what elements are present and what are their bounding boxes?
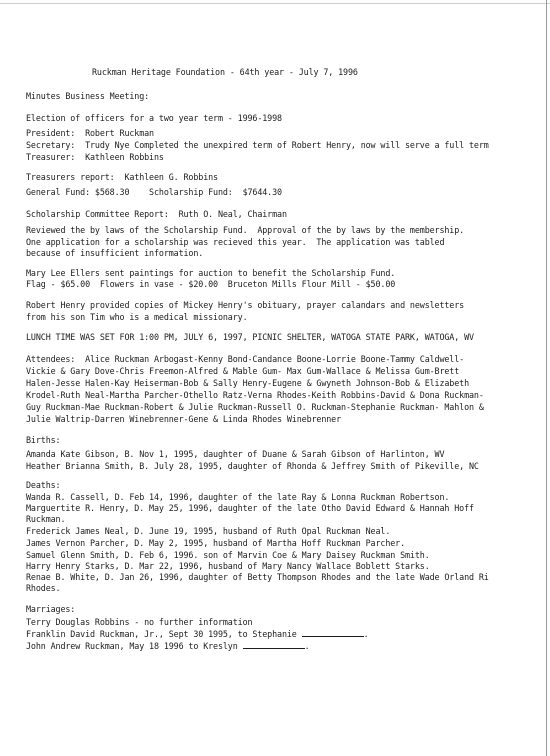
treasurer-line: Treasurer: Kathleen Robbins bbox=[26, 152, 164, 162]
births-heading: Births: bbox=[26, 435, 61, 445]
birth-line: Amanda Kate Gibson, B. Nov 1, 1995, daughter of Duane & Sarah Gibson of Harlinton, WV bbox=[26, 449, 445, 459]
document-title: Ruckman Heritage Foundation - 64th year - July 7, 1996 bbox=[92, 67, 358, 77]
blank-underline bbox=[243, 640, 305, 649]
funds-line: General Fund: $568.30 Scholarship Fund: $7644.30 bbox=[26, 187, 282, 197]
attendees-line: Krodel-Ruth Neal-Martha Parcher-Othello Ratz-Verna Rhodes-Keith Robbins-David & Dona Ruckman- bbox=[26, 390, 484, 400]
president-line: President: Robert Ruckman bbox=[26, 128, 154, 138]
death-line: Rhodes. bbox=[26, 583, 61, 593]
death-line: Renae B. White, D. Jan 26, 1996, daughter of Betty Thompson Rhodes and the late Wade Orland Ri bbox=[26, 572, 489, 582]
scholarship-text-line: One application for a scholarship was recieved this year. The application was tabled bbox=[26, 237, 445, 247]
treasurers-report-line: Treasurers report: Kathleen G. Robbins bbox=[26, 172, 218, 182]
attendees-line: Halen-Jesse Halen-Kay Heiserman-Bob & Sally Henry-Eugene & Gwyneth Johnson-Bob & Elizabeth bbox=[26, 378, 469, 388]
election-line: Election of officers for a two year term - 1996-1998 bbox=[26, 113, 282, 123]
death-line: James Vernon Parcher, D. May 2, 1995, husband of Martha Hoff Ruckman Parcher. bbox=[26, 538, 406, 548]
scholarship-text-line: because of insufficient information. bbox=[26, 248, 204, 258]
marriages-heading: Marriages: bbox=[26, 604, 76, 614]
death-line: Frederick James Neal, D. June 19, 1995, husband of Ruth Opal Ruckman Neal. bbox=[26, 526, 391, 536]
attendees-line: Julie Waltrip-Darren Winebrenner-Gene & Linda Rhodes Winebrenner bbox=[26, 414, 342, 424]
marriage-line: John Andrew Ruckman, May 18 1996 to Kreslyn . bbox=[26, 641, 310, 651]
marriage-text: Franklin David Ruckman, Jr., Sept 30 1995, to Stephanie bbox=[26, 629, 302, 639]
attendees-line: Guy Ruckman-Mae Ruckman-Robert & Julie Ruckman-Russell O. Ruckman-Stephanie Ruckman- Mahlon & bbox=[26, 402, 484, 412]
scholarship-report-line: Scholarship Committee Report: Ruth O. Neal, Chairman bbox=[26, 209, 287, 219]
paintings-line: Flag - $65.00 Flowers in vase - $20.00 Bruceton Mills Flour Mill - $50.00 bbox=[26, 279, 396, 289]
death-line: Harry Henry Starks, D. Mar 22, 1996, husband of Mary Nancy Wallace Boblett Starks. bbox=[26, 561, 430, 571]
death-line: Samuel Glenn Smith, D. Feb 6, 1996. son of Marvin Coe & Mary Daisey Ruckman Smith. bbox=[26, 550, 430, 560]
deaths-heading: Deaths: bbox=[26, 480, 61, 490]
paintings-line: Mary Lee Ellers sent paintings for auction to benefit the Scholarship Fund. bbox=[26, 268, 396, 278]
attendees-line: Attendees: Alice Ruckman Arbogast-Kenny Bond-Candance Boone-Lorrie Boone-Tammy Caldwell- bbox=[26, 354, 465, 364]
marriage-text: John Andrew Ruckman, May 18 1996 to Kreslyn bbox=[26, 641, 243, 651]
scholarship-text-line: Reviewed the by laws of the Scholarship Fund. Approval of the by laws by the membership. bbox=[26, 225, 465, 235]
death-line: Marguertite R. Henry, D. May 25, 1996, daughter of the late Otho David Edward & Hannah Hoff bbox=[26, 503, 474, 513]
henry-line: from his son Tim who is a medical missionary. bbox=[26, 312, 248, 322]
lunch-line: LUNCH TIME WAS SET FOR 1:00 PM, JULY 6, 1997, PICNIC SHELTER, WATOGA STATE PARK, WATOGA, WV bbox=[26, 332, 474, 342]
scan-right-edge bbox=[546, 0, 547, 756]
death-line: Wanda R. Cassell, D. Feb 14, 1996, daughter of the late Ray & Lonna Ruckman Robertson. bbox=[26, 492, 450, 502]
marriage-line: Terry Douglas Robbins - no further information bbox=[26, 617, 253, 627]
minutes-heading: Minutes Business Meeting: bbox=[26, 91, 150, 101]
secretary-line: Secretary: Trudy Nye Completed the unexpired term of Robert Henry, now will serve a full term bbox=[26, 140, 489, 150]
attendees-line: Vickie & Gary Dove-Chris Freemon-Alfred & Mable Gum- Max Gum-Wallace & Melissa Gum-Brett bbox=[26, 366, 460, 376]
marriage-line: Franklin David Ruckman, Jr., Sept 30 1995, to Stephanie . bbox=[26, 629, 369, 639]
birth-line: Heather Brianna Smith, B. July 28, 1995, daughter of Rhonda & Jeffrey Smith of Pikeville, NC bbox=[26, 461, 479, 471]
henry-line: Robert Henry provided copies of Mickey Henry's obituary, prayer calandars and newsletters bbox=[26, 300, 465, 310]
death-line: Ruckman. bbox=[26, 514, 66, 524]
blank-underline bbox=[302, 628, 364, 637]
scan-top-edge bbox=[0, 3, 550, 4]
